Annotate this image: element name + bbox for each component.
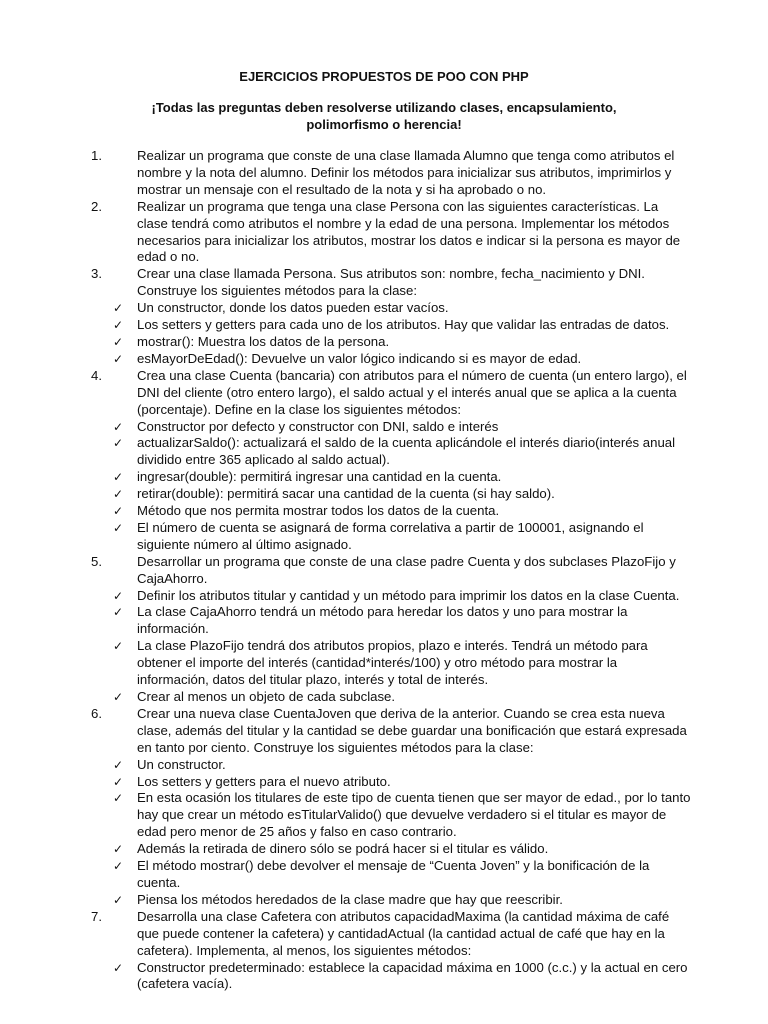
- checkmark-icon: ✓: [113, 419, 124, 434]
- checkmark-icon: ✓: [113, 318, 124, 333]
- exercise-subitem: [0, 757, 768, 774]
- exercise-subitem: [0, 334, 768, 351]
- checkmark-icon: ✓: [113, 588, 124, 603]
- checkmark-icon: ✓: [113, 605, 124, 620]
- exercise-text: Realizar un programa que tenga una clase Persona con las siguientes características. La clase tendrá como atributos el nombre y la edad de una persona. Implementar los métodos necesarios para inicializar los atributos, mostrar los datos e indicar si la persona es mayor de edad o no.: [137, 198, 681, 265]
- exercise-item: [0, 909, 768, 960]
- exercise-text: Realizar un programa que conste de una clase llamada Alumno que tenga como atributos el nombre y la nota del alumno. Definir los métodos para inicializar sus atributos, imprimirlos y mostrar un mensaje con el resultado de la nota y si ha aprobado o no.: [137, 148, 675, 197]
- subitem-text: En esta ocasión los titulares de este tipo de cuenta tienen que ser mayor de edad., por lo tanto hay que crear un método esTitularValido() que devuelve verdadero si el titular es mayor de edad pero menor de 25 años y falso en caso contrario.: [137, 790, 691, 840]
- checkmark-icon: ✓: [113, 504, 124, 519]
- subitem-text: Crear al menos un objeto de cada subclase.: [137, 689, 396, 704]
- exercise-item: [0, 199, 768, 267]
- exercise-subitem: [0, 790, 768, 841]
- checkmark-icon: ✓: [113, 842, 124, 857]
- subitem-text: Un constructor, donde los datos pueden estar vacíos.: [137, 300, 449, 316]
- exercise-number: 2.: [91, 198, 102, 214]
- checkmark-icon: ✓: [113, 859, 124, 874]
- subitem-text: Constructor predeterminado: establece la capacidad máxima en 1000 (c.c.) y la actual en cero (cafetera vacía).: [137, 959, 688, 992]
- exercise-subitem: [0, 435, 768, 469]
- exercise-subitem: [0, 774, 768, 791]
- checkmark-icon: ✓: [113, 690, 124, 704]
- checkmark-icon: ✓: [113, 774, 124, 789]
- checkmark-icon: ✓: [113, 334, 124, 349]
- subitem-text: Método que nos permita mostrar todos los datos de la cuenta.: [137, 503, 500, 519]
- exercise-subitem: [0, 841, 768, 858]
- checkmark-icon: ✓: [113, 351, 124, 366]
- exercise-number: 4.: [91, 367, 102, 383]
- exercise-item: [0, 148, 768, 199]
- checkmark-icon: ✓: [113, 892, 124, 907]
- exercise-subitem: [0, 588, 768, 605]
- exercise-subitem: [0, 419, 768, 436]
- exercise-number: 5.: [91, 553, 102, 569]
- subitem-text: mostrar(): Muestra los datos de la persona.: [137, 333, 390, 349]
- exercise-number: 1.: [91, 148, 102, 163]
- subitem-text: Piensa los métodos heredados de la clase madre que hay que reescribir.: [137, 891, 563, 907]
- exercise-item: [0, 706, 768, 757]
- exercise-subitem: [0, 638, 768, 689]
- exercise-number: 7.: [91, 908, 102, 924]
- checkmark-icon: ✓: [113, 301, 124, 316]
- exercise-subitem: [0, 858, 768, 892]
- checkmark-icon: ✓: [113, 470, 124, 485]
- checkmark-icon: ✓: [113, 487, 124, 502]
- exercise-text: Crea una clase Cuenta (bancaria) con atributos para el número de cuenta (un entero largo), el DNI del cliente (otro entero largo), el saldo actual y el interés anual que se aplica a la cuenta (porcentaje). Define en la clase los siguientes métodos:: [137, 367, 687, 417]
- subitem-text: actualizarSaldo(): actualizará el saldo de la cuenta aplicándole el interés diario(interés anual dividido entre 365 aplicado al saldo actual).: [137, 435, 676, 468]
- checkmark-icon: ✓: [113, 520, 124, 535]
- exercise-number: 3.: [91, 266, 102, 282]
- subitem-text: ingresar(double): permitirá ingresar una cantidad en la cuenta.: [137, 469, 502, 485]
- exercise-subitem: [0, 520, 768, 554]
- exercise-item: [0, 266, 768, 300]
- exercise-list: [0, 148, 768, 993]
- subitem-text: La clase PlazoFijo tendrá dos atributos propios, plazo e interés. Tendrá un método para obtener el importe del interés (cantidad*interés/100) y otro método para mostrar la información, datos del titular plazo, interés y total de interés.: [137, 638, 648, 688]
- document-subtitle: ¡Todas las preguntas deben resolverse utilizando clases, encapsulamiento, polimorfismo o herencia!: [151, 100, 617, 132]
- exercise-subitem: [0, 351, 768, 368]
- exercise-subitem: [0, 892, 768, 909]
- subitem-text: Además la retirada de dinero sólo se podrá hacer si el titular es válido.: [137, 841, 549, 857]
- subitem-text: El número de cuenta se asignará de forma correlativa a partir de 100001, asignando el siguiente número al último asignado.: [137, 519, 644, 552]
- exercise-item: [0, 554, 768, 588]
- exercise-subitem: [0, 604, 768, 638]
- checkmark-icon: ✓: [113, 436, 124, 451]
- exercise-text: Crear una clase llamada Persona. Sus atributos son: nombre, fecha_nacimiento y DNI. Construye los siguientes métodos para la clase:: [137, 266, 645, 299]
- subitem-text: El método mostrar() debe devolver el mensaje de “Cuenta Joven” y la bonificación de la cuenta.: [137, 858, 650, 890]
- subitem-text: Un constructor.: [137, 756, 226, 772]
- document-title: EJERCICIOS PROPUESTOS DE POO CON PHP: [239, 69, 529, 84]
- checkmark-icon: ✓: [113, 960, 124, 975]
- subitem-text: esMayorDeEdad(): Devuelve un valor lógico indicando si es mayor de edad.: [137, 350, 582, 366]
- exercise-subitem: [0, 503, 768, 520]
- exercise-subitem: [0, 300, 768, 317]
- checkmark-icon: ✓: [113, 791, 124, 806]
- subitem-text: Los setters y getters para cada uno de los atributos. Hay que validar las entradas de datos.: [137, 317, 670, 333]
- exercise-text: Crear una nueva clase CuentaJoven que deriva de la anterior. Cuando se crea esta nueva clase, además del titular y la cantidad se debe guardar una bonificación que estará expresada en tanto por ciento. Construye los siguientes métodos para la clase:: [137, 705, 687, 755]
- exercise-subitem: [0, 960, 768, 994]
- exercise-subitem: [0, 317, 768, 334]
- exercise-subitem: [0, 469, 768, 486]
- subitem-text: retirar(double): permitirá sacar una cantidad de la cuenta (si hay saldo).: [137, 486, 555, 502]
- exercise-subitem: [0, 689, 768, 706]
- subitem-text: Definir los atributos titular y cantidad y un método para imprimir los datos en la clase Cuenta.: [137, 587, 680, 603]
- checkmark-icon: ✓: [113, 757, 124, 772]
- subitem-text: La clase CajaAhorro tendrá un método para heredar los datos y uno para mostrar la información.: [137, 604, 628, 637]
- exercise-subitem: [0, 486, 768, 503]
- exercise-number: 6.: [91, 705, 102, 721]
- exercise-item: [0, 368, 768, 419]
- exercise-text: Desarrolla una clase Cafetera con atributos capacidadMaxima (la cantidad máxima de café que puede contener la cafetera) y cantidadActual (la cantidad actual de café que hay en la cafetera). Implementa, al menos, los siguientes métodos:: [137, 908, 670, 958]
- checkmark-icon: ✓: [113, 639, 124, 654]
- subitem-text: Los setters y getters para el nuevo atributo.: [137, 773, 391, 789]
- subitem-text: Constructor por defecto y constructor con DNI, saldo e interés: [137, 418, 499, 434]
- exercise-text: Desarrollar un programa que conste de una clase padre Cuenta y dos subclases PlazoFijo y CajaAhorro.: [137, 553, 676, 586]
